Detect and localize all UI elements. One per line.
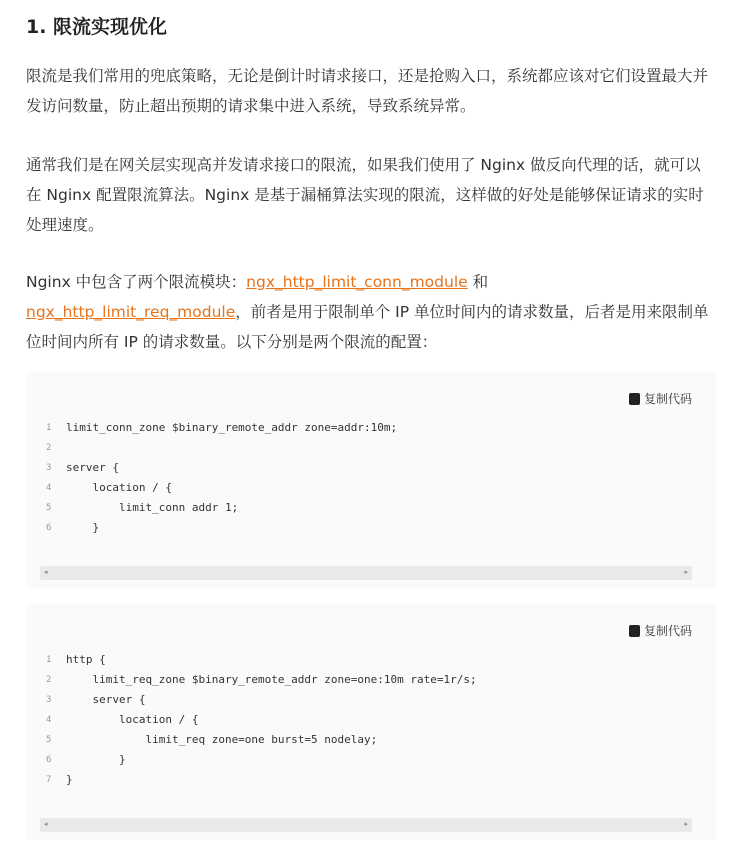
section-heading: 1. 限流实现优化 xyxy=(26,16,168,38)
line-number: 1 xyxy=(46,423,52,433)
code-line xyxy=(46,690,477,710)
scroll-left-icon[interactable]: ◂ xyxy=(44,820,48,828)
copy-code-button[interactable] xyxy=(629,622,692,639)
line-number: 3 xyxy=(46,695,52,705)
code-line xyxy=(46,418,397,438)
link-conn-module[interactable]: ngx_http_limit_conn_module xyxy=(246,273,468,291)
copy-label: 复制代码 xyxy=(643,392,692,406)
scroll-left-icon[interactable]: ◂ xyxy=(44,568,48,576)
code-block-1 xyxy=(26,372,716,588)
horizontal-scrollbar[interactable] xyxy=(40,818,692,832)
modules-suffix: ，前者是用于限制单个 IP 单位时间内的请求数量，后者是用来限制单位时间内所有 IP 的请求数量。以下分别是两个限流的配置： xyxy=(26,303,709,351)
modules-mid: 和 xyxy=(467,273,489,291)
code-text: server { xyxy=(66,461,119,474)
line-number: 3 xyxy=(46,463,52,473)
code-text: limit_conn_zone $binary_remote_addr zone=addr:10m; xyxy=(66,421,398,434)
code-text: } xyxy=(66,773,73,786)
paragraph-intro: 限流是我们常用的兜底策略，无论是倒计时请求接口，还是抢购入口，系统都应该对它们设置最大并发访问数量，防止超出预期的请求集中进入系统，导致系统异常。 xyxy=(26,67,709,115)
line-number: 4 xyxy=(46,483,52,493)
code-text: location / { xyxy=(66,481,172,494)
line-number: 5 xyxy=(46,503,52,513)
code-text: http { xyxy=(66,653,106,666)
code-line xyxy=(46,438,397,458)
code-lines xyxy=(46,418,397,538)
code-line xyxy=(46,478,397,498)
paragraph-nginx: 通常我们是在网关层实现高并发请求接口的限流，如果我们使用了 Nginx 做反向代理的话，就可以在 Nginx 配置限流算法。Nginx 是基于漏桶算法实现的限流，这样做的好处是能够保证请求的实时处理速度。 xyxy=(26,156,704,234)
code-text: limit_conn addr 1; xyxy=(66,501,239,514)
line-number: 2 xyxy=(46,443,52,453)
code-text: location / { xyxy=(66,713,199,726)
code-line xyxy=(46,710,477,730)
code-line xyxy=(46,670,477,690)
copy-icon xyxy=(629,625,640,637)
code-text: limit_req zone=one burst=5 nodelay; xyxy=(66,733,378,746)
line-number: 7 xyxy=(46,775,52,785)
code-line xyxy=(46,650,477,670)
code-line xyxy=(46,750,477,770)
paragraph-modules xyxy=(26,267,716,357)
copy-label: 复制代码 xyxy=(643,624,692,638)
code-text: limit_req_zone $binary_remote_addr zone=one:10m rate=1r/s; xyxy=(66,673,477,686)
code-line xyxy=(46,458,397,478)
scroll-right-icon[interactable]: ▸ xyxy=(684,820,688,828)
code-text: } xyxy=(66,521,100,534)
line-number: 2 xyxy=(46,675,52,685)
scroll-right-icon[interactable]: ▸ xyxy=(684,568,688,576)
code-line xyxy=(46,770,477,790)
link-req-module[interactable]: ngx_http_limit_req_module xyxy=(26,303,236,321)
line-number: 6 xyxy=(46,755,52,765)
code-text: server { xyxy=(66,693,146,706)
line-number: 5 xyxy=(46,735,52,745)
copy-code-button[interactable] xyxy=(629,390,692,407)
code-lines xyxy=(46,650,477,790)
code-text: } xyxy=(66,753,126,766)
line-number: 4 xyxy=(46,715,52,725)
code-line xyxy=(46,498,397,518)
horizontal-scrollbar[interactable] xyxy=(40,566,692,580)
code-block-2 xyxy=(26,604,716,840)
copy-icon xyxy=(629,393,640,405)
line-number: 1 xyxy=(46,655,52,665)
code-line xyxy=(46,730,477,750)
modules-prefix: Nginx 中包含了两个限流模块： xyxy=(26,273,247,291)
code-line xyxy=(46,518,397,538)
line-number: 6 xyxy=(46,523,52,533)
